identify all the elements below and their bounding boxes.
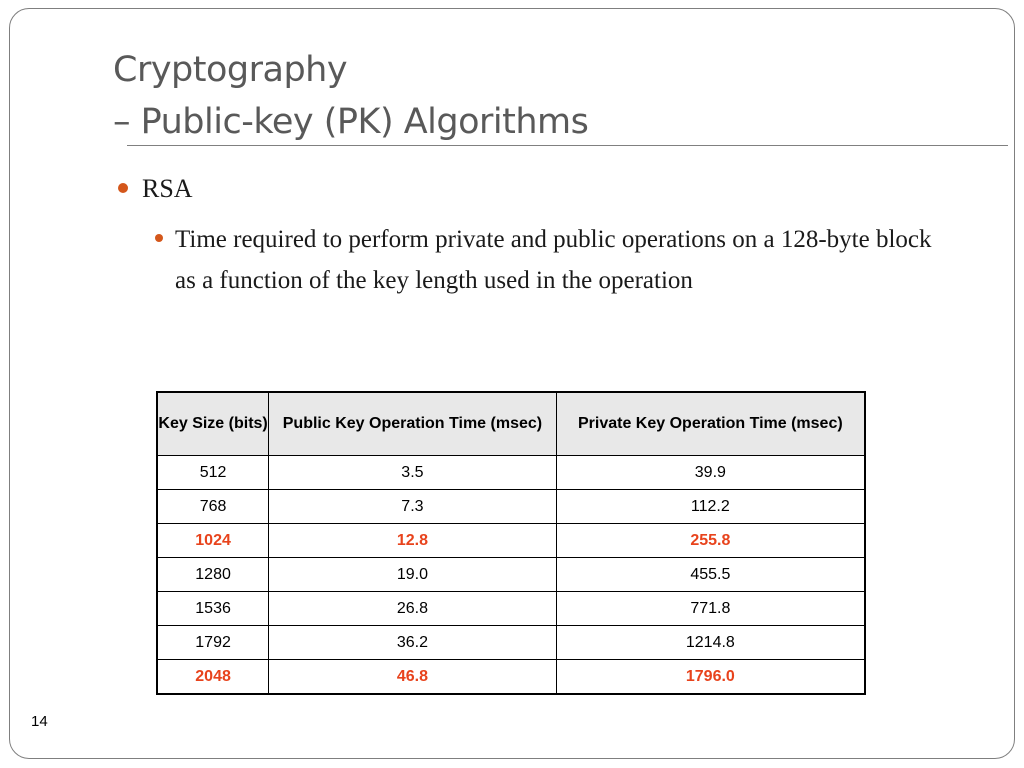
- table-row-highlighted: [157, 660, 865, 695]
- table-header-row: [157, 392, 865, 456]
- cell-public-time: 3.5: [269, 456, 557, 490]
- bullet-level-1-text: RSA: [142, 174, 193, 203]
- cell-public-time: 36.2: [269, 626, 557, 660]
- cell-private-time: 112.2: [556, 490, 865, 524]
- page-number: 14: [31, 713, 48, 730]
- cell-public-time: 26.8: [269, 592, 557, 626]
- rsa-timing-table: [156, 391, 866, 695]
- cell-public-time: 46.8: [269, 660, 557, 695]
- title-line-2: – Public-key (PK) Algorithms: [113, 102, 589, 142]
- cell-private-time: 39.9: [556, 456, 865, 490]
- cell-key-size: 1536: [157, 592, 269, 626]
- cell-public-time: 19.0: [269, 558, 557, 592]
- bullet-level-1: [118, 171, 193, 207]
- cell-private-time: 455.5: [556, 558, 865, 592]
- cell-key-size: 1792: [157, 626, 269, 660]
- cell-public-time: 7.3: [269, 490, 557, 524]
- cell-key-size: 1024: [157, 524, 269, 558]
- title-underline: [127, 145, 1008, 146]
- header-public-time: Public Key Operation Time (msec): [269, 392, 557, 456]
- table-row: [157, 592, 865, 626]
- table-row: [157, 558, 865, 592]
- cell-private-time: 1796.0: [556, 660, 865, 695]
- cell-key-size: 2048: [157, 660, 269, 695]
- header-key-size: Key Size (bits): [157, 392, 269, 456]
- table-row: [157, 490, 865, 524]
- title-line-1: Cryptography: [113, 50, 348, 90]
- cell-public-time: 12.8: [269, 524, 557, 558]
- cell-key-size: 768: [157, 490, 269, 524]
- slide-title: [113, 44, 588, 148]
- bullet-level-2-text: Time required to perform private and public operations on a 128-byte block as a function of the key length used in the operation: [175, 226, 932, 294]
- cell-key-size: 1280: [157, 558, 269, 592]
- table-row: [157, 456, 865, 490]
- cell-key-size: 512: [157, 456, 269, 490]
- bullet-dot-icon: [118, 183, 128, 193]
- table-row: [157, 626, 865, 660]
- table-row-highlighted: [157, 524, 865, 558]
- bullet-level-2: [155, 219, 955, 301]
- cell-private-time: 771.8: [556, 592, 865, 626]
- bullet-dot-icon: [155, 234, 163, 242]
- cell-private-time: 255.8: [556, 524, 865, 558]
- cell-private-time: 1214.8: [556, 626, 865, 660]
- header-private-time: Private Key Operation Time (msec): [556, 392, 865, 456]
